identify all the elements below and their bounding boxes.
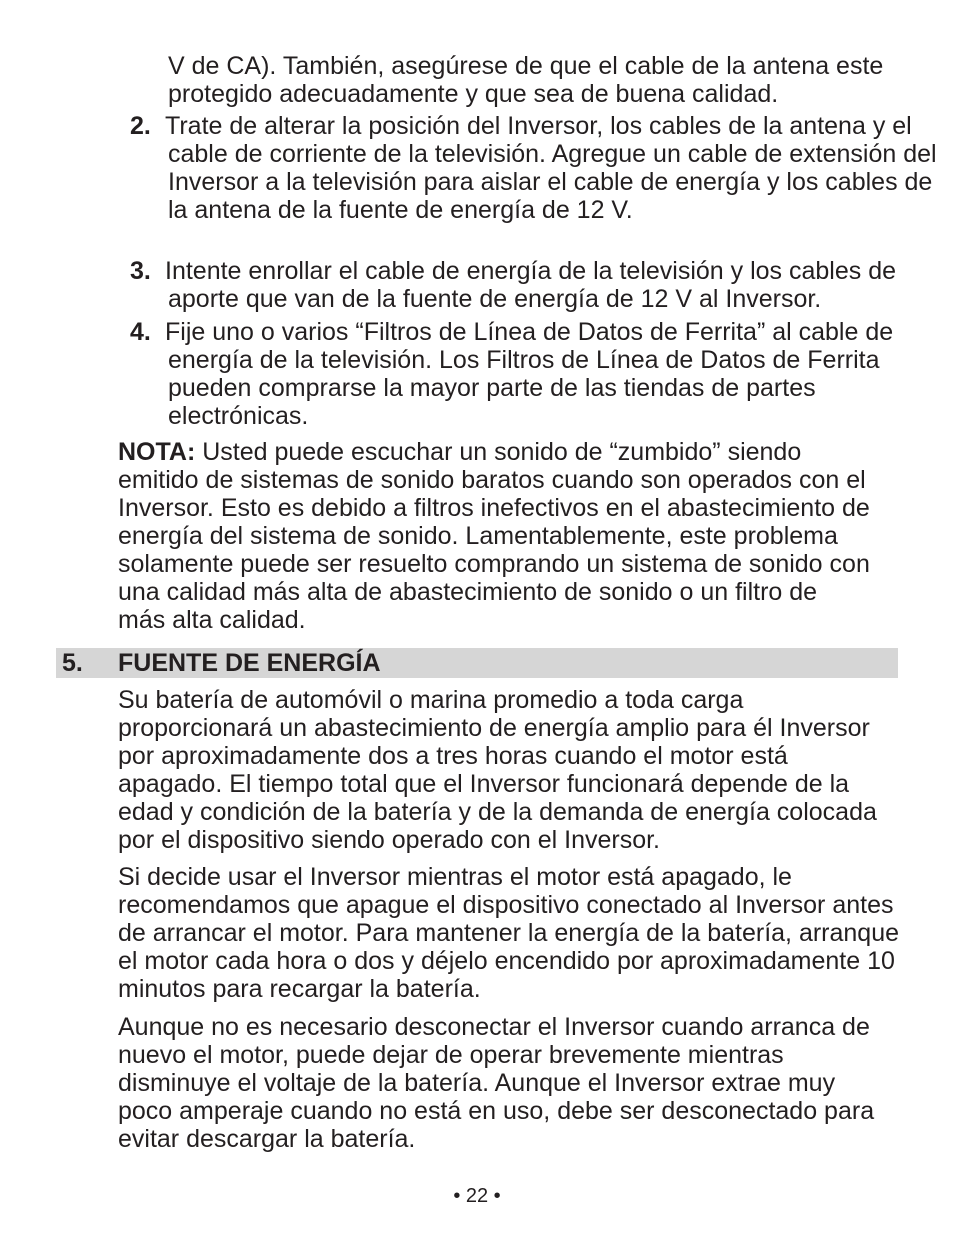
section-number: 5.	[62, 649, 83, 677]
section-paragraph-2: Si decide usar el Inversor mientras el motor está apagado, le recomendamos que apague el dispositivo conectado al Inversor antes de arrancar el motor. Para mantener la energía de la batería, arranque el motor cada hora o dos y déjelo encendido por aproximadamente 10 minutos para recargar la batería.	[118, 863, 900, 1003]
list-item-number: 3.	[130, 257, 151, 285]
list-item-text: Trate de alterar la posición del Inversor, los cables de la antena y el cable de corriente de la televisión. Agregue un cable de extensión del Inversor a la televisión para aislar el cable de energía y los cables de la antena de la fuente de energía de 12 V.	[165, 112, 937, 224]
list-item-4	[130, 318, 948, 430]
continuation-text: V de CA). También, asegúrese de que el cable de la antena este protegido adecuadamente y que sea de buena calidad.	[168, 52, 884, 108]
section-paragraph-1: Su batería de automóvil o marina promedio a toda carga proporcionará un abastecimiento de energía amplio para él Inversor por aproximadamente dos a tres horas cuando el motor está apagado. El tiempo total que el Inversor funcionará depende de la edad y condición de la batería y de la demanda de energía colocada por el dispositivo siendo operado con el Inversor.	[118, 686, 877, 854]
note-label: NOTA:	[118, 438, 196, 466]
page-number: • 22 •	[453, 1185, 501, 1207]
list-item-3	[130, 257, 948, 313]
list-item-2	[130, 112, 948, 224]
list-item-text: Fije uno o varios “Filtros de Línea de Datos de Ferrita” al cable de energía de la televisión. Los Filtros de Línea de Datos de Ferrita pueden comprarse la mayor parte de las tiendas de partes electrónicas.	[165, 318, 894, 430]
section-paragraph-3: Aunque no es necesario desconectar el Inversor cuando arranca de nuevo el motor, puede dejar de operar brevemente mientras disminuye el voltaje de la batería. Aunque el Inversor extrae muy poco amperaje cuando no está en uso, debe ser desconectado para evitar descargar la batería.	[118, 1013, 875, 1153]
note-paragraph	[118, 438, 870, 634]
note-text: Usted puede escuchar un sonido de “zumbido” siendo emitido de sistemas de sonido baratos cuando son operados con el Inversor. Esto es debido a filtros inefectivos en el abastecimiento de energía del sistema de sonido. Lamentablemente, este problema solamente puede ser resuelto comprando un sistema de sonido con una calidad más alta de abastecimiento de sonido o un filtro de más alta calidad.	[118, 438, 870, 634]
list-item-number: 2.	[130, 112, 151, 140]
list-item-number: 4.	[130, 318, 151, 346]
section-header	[56, 648, 898, 678]
section-title: FUENTE DE ENERGÍA	[118, 649, 381, 677]
list-item-text: Intente enrollar el cable de energía de la televisión y los cables de aporte que van de la fuente de energía de 12 V al Inversor.	[165, 257, 897, 313]
